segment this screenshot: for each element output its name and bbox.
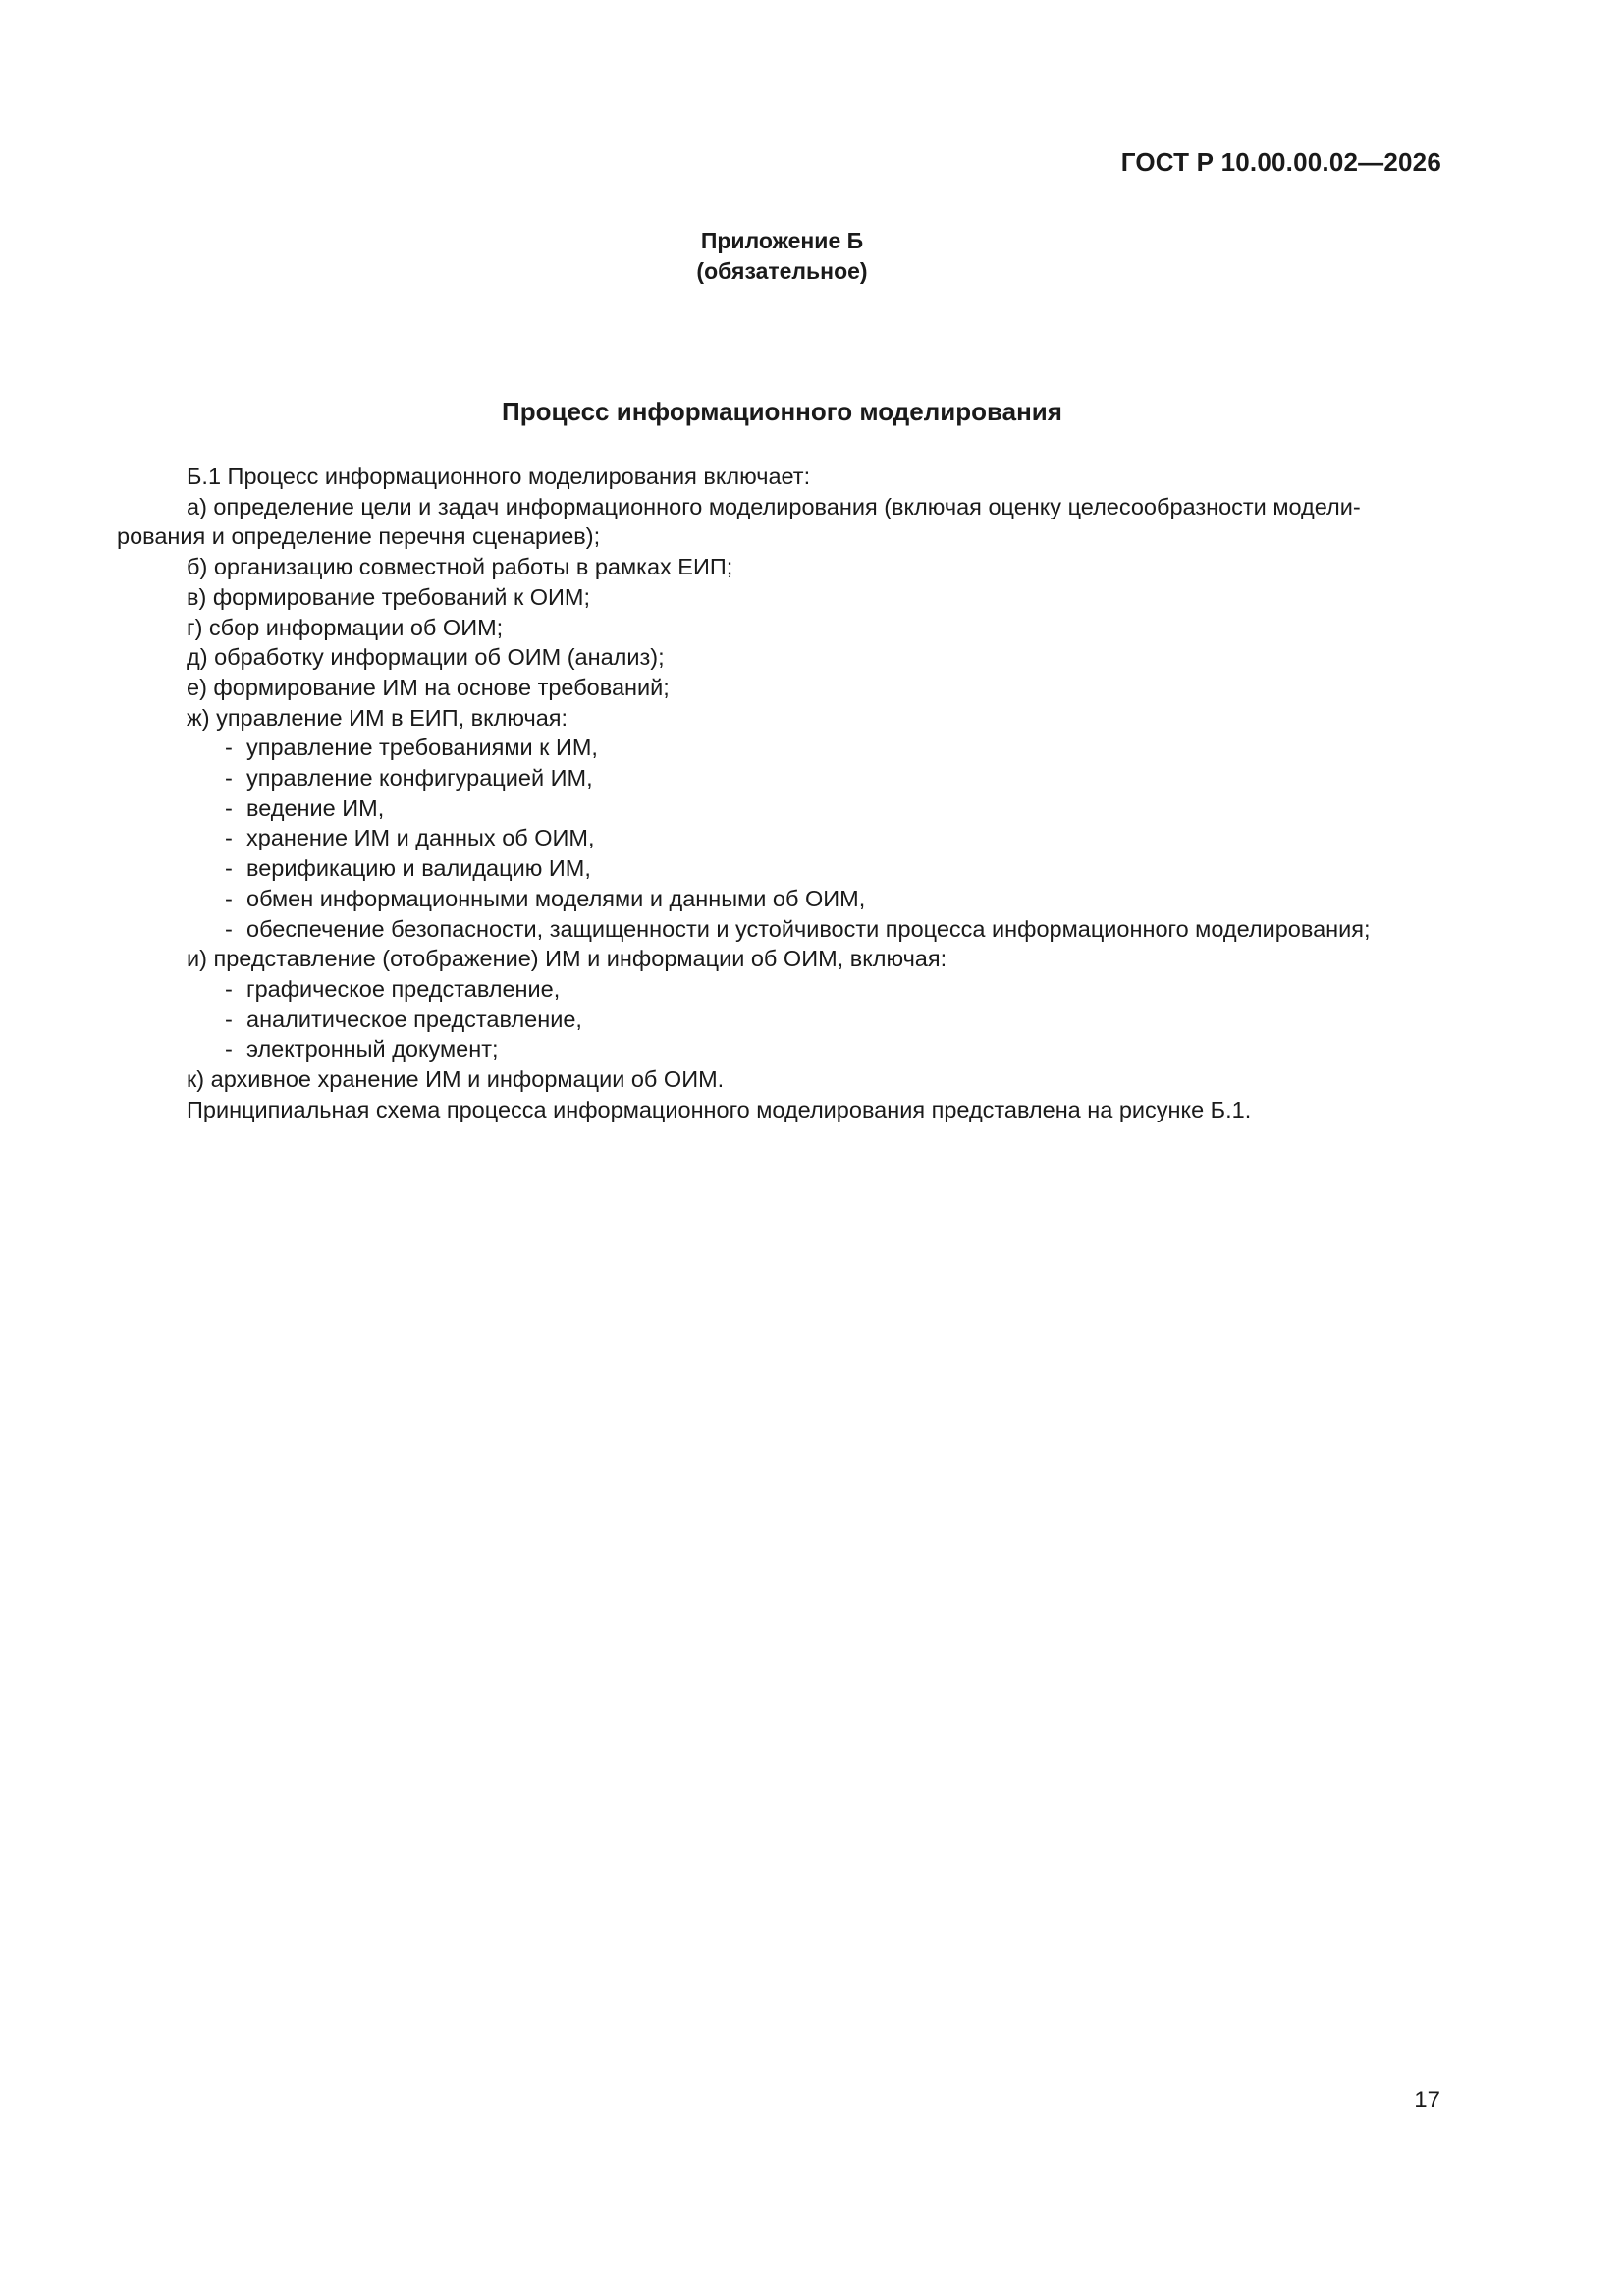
list-item-v: в) формирование требований к ОИМ; <box>187 583 591 610</box>
sub-list-item-text: электронный документ; <box>246 1036 499 1063</box>
sub-list-item <box>117 1034 1442 1065</box>
list-item-b: б) организацию совместной работы в рамках ЕИП; <box>187 554 733 580</box>
sub-list-item <box>117 763 1442 793</box>
appendix-title: Приложение Б <box>700 228 864 253</box>
dash-marker: - <box>225 915 233 942</box>
sub-list-item <box>117 853 1442 884</box>
sub-list-item <box>117 823 1442 853</box>
dash-marker: - <box>225 825 233 851</box>
dash-marker: - <box>225 1036 233 1063</box>
list-item-g: г) сбор информации об ОИМ; <box>187 614 504 640</box>
list-item-i: и) представление (отображение) ИМ и информации об ОИМ, включая: <box>187 946 947 972</box>
intro-paragraph: Б.1 Процесс информационного моделирования включает: <box>187 464 811 489</box>
sub-list-item-text: графическое представление, <box>246 975 561 1002</box>
dash-marker: - <box>225 1006 233 1032</box>
sub-list-item-text: хранение ИМ и данных об ОИМ, <box>246 825 595 851</box>
dash-marker: - <box>225 794 233 821</box>
page-number: 17 <box>1414 2087 1440 2113</box>
sub-list-item-text: обмен информационными моделями и данными об ОИМ, <box>246 885 866 911</box>
sub-list-item <box>117 733 1442 763</box>
list-item-a-continuation: рования и определение перечня сценариев); <box>117 523 601 550</box>
sub-list-item <box>117 974 1442 1005</box>
sub-list-item-text: обеспечение безопасности, защищенности и устойчивости процесса информационного моделирования; <box>246 915 1371 942</box>
closing-paragraph: Принципиальная схема процесса информационного моделирования представлена на рисунке Б.1. <box>187 1096 1252 1122</box>
dash-marker: - <box>225 735 233 761</box>
sub-list-item-text: управление требованиями к ИМ, <box>246 735 598 761</box>
appendix-heading <box>0 226 1564 287</box>
dash-marker: - <box>225 885 233 911</box>
list-item-e: е) формирование ИМ на основе требований; <box>187 674 670 700</box>
list-item-a: а) определение цели и задач информационного моделирования (включая оценку целесообразности модели- <box>187 493 1361 519</box>
sub-list-item-text: ведение ИМ, <box>246 794 385 821</box>
dash-marker: - <box>225 765 233 792</box>
list-item-k: к) архивное хранение ИМ и информации об ОИМ. <box>187 1066 725 1093</box>
document-code: ГОСТ Р 10.00.00.02—2026 <box>1120 147 1441 177</box>
dash-marker: - <box>225 975 233 1002</box>
sub-list-item-text: аналитическое представление, <box>246 1006 582 1032</box>
sub-list-item <box>117 884 1442 914</box>
sub-list-item-text: управление конфигурацией ИМ, <box>246 765 593 792</box>
sub-list-item <box>117 793 1442 824</box>
sub-list-item <box>117 1005 1442 1035</box>
sub-list-item <box>117 914 1442 945</box>
list-item-d: д) обработку информации об ОИМ (анализ); <box>187 644 665 671</box>
appendix-status: (обязательное) <box>696 258 868 284</box>
list-item-zh: ж) управление ИМ в ЕИП, включая: <box>187 704 568 731</box>
body-text <box>117 462 1442 1124</box>
section-title: Процесс информационного моделирования <box>502 397 1062 426</box>
dash-marker: - <box>225 855 233 882</box>
sub-list-item-text: верификацию и валидацию ИМ, <box>246 855 591 882</box>
